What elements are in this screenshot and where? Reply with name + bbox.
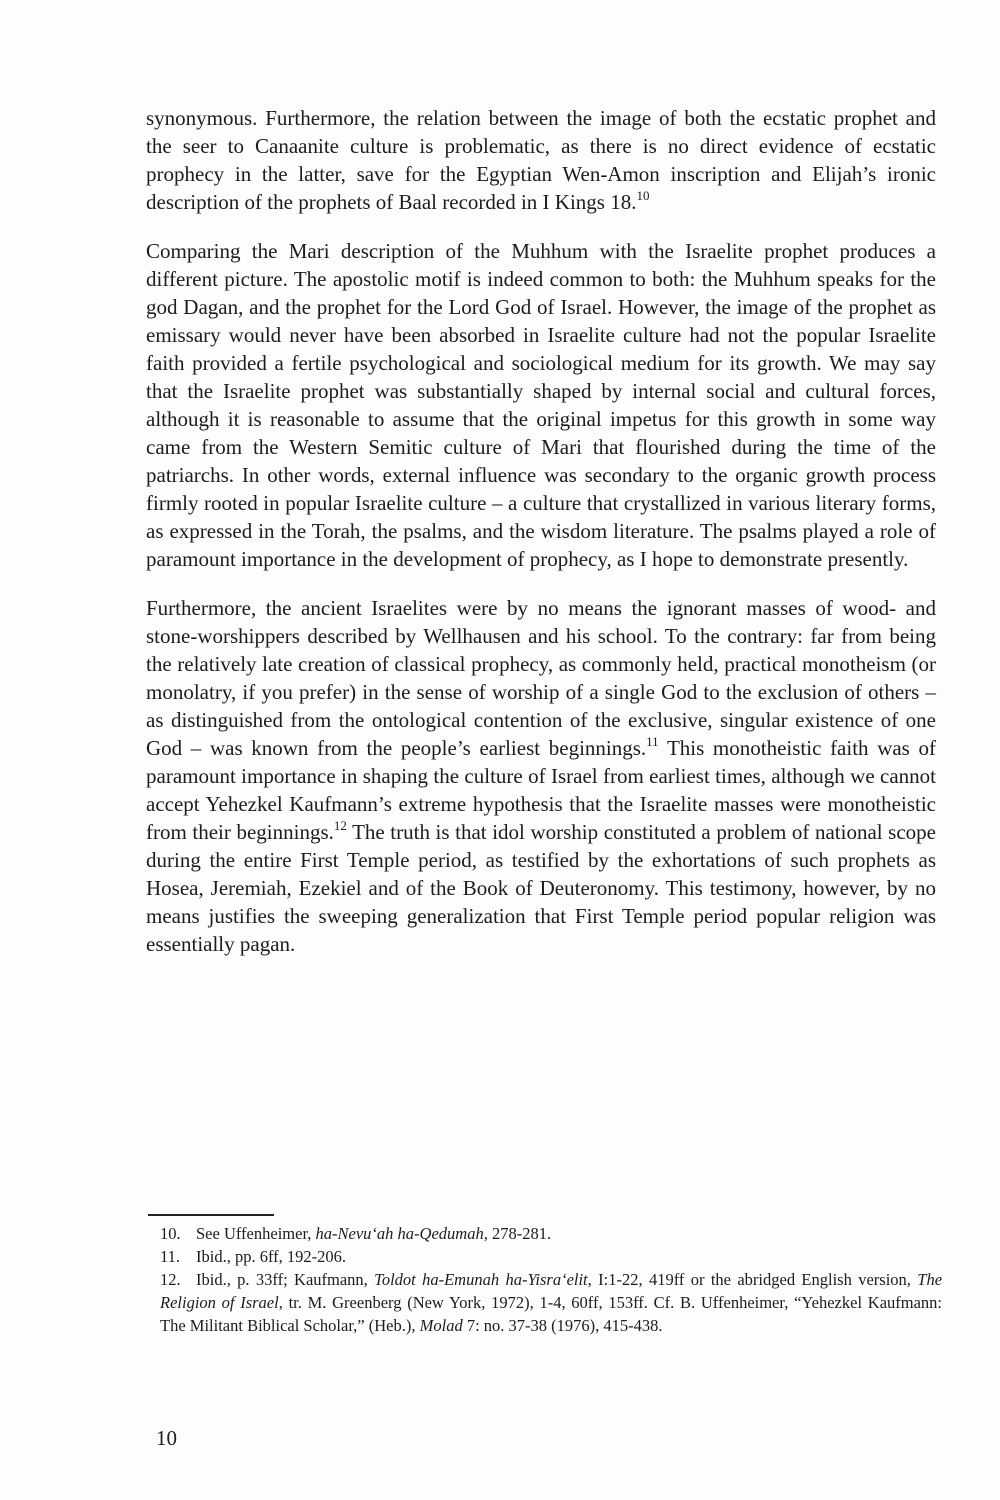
footnote <box>160 1268 942 1337</box>
text-run: synonymous. Furthermore, the relation between the image of both the ecstatic prophet and the seer to Canaanite culture is problematic, as there is no direct evidence of ecstatic prophecy in the latter, save for the Egyptian Wen-Amon inscription and Elijah’s ironic description of the prophets of Baal recorded in I Kings 18. <box>146 106 936 214</box>
main-text <box>146 104 936 958</box>
text-run: See Uffenheimer, <box>196 1224 316 1243</box>
footnote-divider <box>148 1214 274 1216</box>
italic-title: ha-Nevu‘ah ha-Qedumah <box>315 1224 484 1243</box>
footnote-text <box>196 1247 346 1266</box>
footnote-number: 11. <box>160 1247 181 1266</box>
footnotes <box>160 1222 942 1337</box>
footnote-text <box>160 1270 942 1335</box>
footnote-number: 12. <box>160 1270 181 1289</box>
paragraph <box>146 594 936 958</box>
footnote <box>160 1245 942 1268</box>
footnote-number: 10. <box>160 1224 181 1243</box>
text-run: , I:1-22, 419ff or the abridged English version, <box>587 1270 918 1289</box>
italic-title: Toldot ha-Emunah ha-Yisra‘elit <box>374 1270 588 1289</box>
text-run: , tr. M. Greenberg (New York, 1972), 1-4, 60ff, 153ff. Cf. B. Uffenheimer, “Yehezkel Kaufmann: The Militant Biblical Scholar,” (Heb.), <box>160 1293 943 1335</box>
footnote-reference: 11 <box>646 734 659 749</box>
text-run: Ibid., pp. 6ff, 192-206. <box>196 1247 347 1266</box>
footnote <box>160 1222 942 1245</box>
footnote-reference: 10 <box>636 188 650 203</box>
text-run: Furthermore, the ancient Israelites were by no means the ignorant masses of wood- and stone-worshippers described by Wellhausen and his school. To the contrary: far from being the relatively late creation of classical prophecy, as commonly held, practical monotheism (or monolatry, if you prefer) in the sense of worship of a single God to the exclusion of others – as distinguished from the ontological contention of the exclusive, singular existence of one God – was known from the people’s earliest beginnings. <box>146 596 936 760</box>
italic-title: Molad <box>419 1316 463 1335</box>
footnote-text <box>196 1224 551 1243</box>
paragraph <box>146 237 936 573</box>
text-run: 7: no. 37-38 (1976), 415-438. <box>462 1316 663 1335</box>
text-run: The truth is that idol worship constituted a problem of national scope during the entire First Temple period, as testified by the exhortations of such prophets as Hosea, Jeremiah, Ezekiel and of the Book of Deuteronomy. This testimony, however, by no means justifies the sweeping generalization that First Temple period popular religion was essentially pagan. <box>146 820 936 956</box>
text-run: , 278-281. <box>483 1224 552 1243</box>
text-run: Ibid., p. 33ff; Kaufmann, <box>196 1270 375 1289</box>
paragraph <box>146 104 936 216</box>
italic-title: The Religion of Israel <box>160 1270 943 1312</box>
text-run: This monotheistic faith was of paramount importance in shaping the culture of Israel from earliest times, although we cannot accept Yehezkel Kaufmann’s extreme hypothesis that the Israelite masses were monotheistic from their beginnings. <box>146 736 936 844</box>
page-number: 10 <box>156 1426 177 1450</box>
text-run: Comparing the Mari description of the Muhhum with the Israelite prophet produces a different picture. The apostolic motif is indeed common to both: the Muhhum speaks for the god Dagan, and the prophet for the Lord God of Israel. However, the image of the prophet as emissary would never have been absorbed in Israelite culture had not the popular Israelite faith provided a fertile psychological and sociological medium for its growth. We may say that the Israelite prophet was substantially shaped by internal social and cultural forces, although it is reasonable to assume that the original impetus for this growth in some way came from the Western Semitic culture of Mari that flourished during the time of the patriarchs. In other words, external influence was secondary to the organic growth process firmly rooted in popular Israelite culture – a culture that crystallized in various literary forms, as expressed in the Torah, the psalms, and the wisdom literature. The psalms played a role of paramount importance in the development of prophecy, as I hope to demonstrate presently. <box>146 239 936 571</box>
footnote-reference: 12 <box>333 818 347 833</box>
